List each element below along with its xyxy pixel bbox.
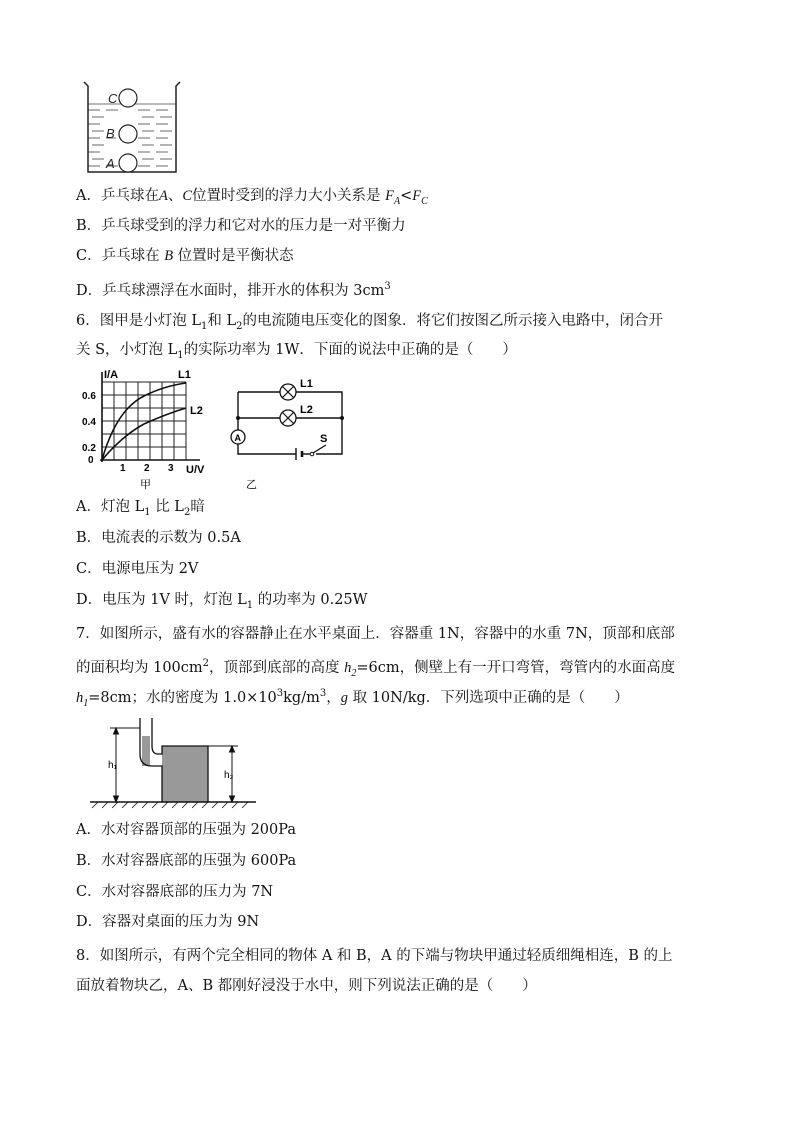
x-tick: 1 [120,463,126,474]
label-b: B [106,126,115,141]
q6-stem-line2: 关 S，小灯泡 $L_1$的实际功率为 1W．下面的说法中正确的是（ ） [76,342,517,361]
lamp-l2 [280,410,296,426]
q8-stem-line2: 面放着物块乙，A、B 都刚好浸没于水中，则下列说法正确的是（ ） [76,978,537,994]
q6-option-c: C．电源电压为 2V [76,561,199,577]
container-figure [88,718,258,812]
junction [236,416,240,420]
label-a: A [106,156,115,171]
q6-option-b: B．电流表的示数为 0.5A [76,530,241,546]
graph-grid [102,382,186,460]
y-tick: 0.6 [82,391,96,402]
q6-option-a: A．灯泡 $L_1$ 比 $L_2$暗 [76,499,205,518]
h1-label: h₁ [108,760,117,771]
junction [340,416,344,420]
q7-option-b: B．水对容器底部的压强为 600Pa [76,853,297,869]
beaker-figure [82,80,184,176]
iv-graph [82,366,216,492]
y-tick: 0.2 [82,443,96,454]
lamp-l1 [280,384,296,400]
q7-option-c: C．水对容器底部的压力为 7N [76,884,274,900]
switch-label: S [320,433,328,445]
q7-stem-line2: 的面积均为 $100cm^2$，顶部到底部的高度 $h_2=6cm$，侧壁上有一开口弯管，弯管内的水面高度 [76,658,676,679]
ammeter-label: A [234,433,241,443]
q5-option-c: C．乒乓球在 B 位置时是平衡状态 [76,248,294,264]
q8-stem-line1: 8．如图所示，有两个完全相同的物体 A 和 B，A 的下端与物块甲通过轻质细绳相连，B 的上 [76,948,673,964]
lamp-l1-label: L1 [300,378,313,390]
y-axis-label: I/A [104,369,119,381]
h2-label: h₂ [224,770,234,781]
q5-option-b: B．乒乓球受到的浮力和它对水的压力是一对平衡力 [76,218,406,234]
water-in-tube [142,736,150,766]
ball-b [119,125,137,143]
q5-option-a: A．乒乓球在A、C位置时受到的浮力大小关系是 $F_A<F_C$ [76,188,428,207]
q7-stem-line3: $h_1=8cm$；水的密度为 $1.0\times 10^3kg/m^3$，g 取 10N/kg．下列选项中正确的是（ ） [76,688,629,709]
graph-caption: 甲 [140,479,151,491]
x-tick: 2 [144,463,150,474]
lamp-l2-label: L2 [300,404,313,416]
q7-option-a: A．水对容器顶部的压强为 200Pa [76,822,297,838]
q6-option-d: D．电压为 1V 时，灯泡 $L_1$ 的功率为 0.25W [76,592,368,611]
table-hatching [92,802,248,808]
ball-a [119,154,137,172]
y-tick: 0 [88,455,94,466]
x-axis-label: U/V [186,464,205,476]
legend-l2: L2 [190,405,203,417]
q7-option-d: D．容器对桌面的压力为 9N [76,914,260,930]
q7-stem-line1: 7．如图所示，盛有水的容器静止在水平桌面上．容器重 1N，容器中的水重 7N，顶部和底部 [76,626,675,642]
h2-dimension [208,746,238,802]
circuit-diagram [226,372,350,494]
y-tick: 0.4 [82,417,96,428]
q6-stem-line1: 6．图甲是小灯泡 $L_1$和 $L_2$的电流随电压变化的图象．将它们按图乙所示接入电路中，闭合开 [76,313,663,332]
x-tick: 3 [168,463,174,474]
water-in-container [162,746,208,802]
circuit-caption: 乙 [246,479,257,491]
battery [296,448,302,460]
ball-c [119,89,137,107]
label-c: C [108,91,118,106]
q5-option-d: D．乒乓球漂浮在水面时，排开水的体积为 $3cm^3$ [76,281,391,299]
legend-l1: L1 [178,369,191,381]
